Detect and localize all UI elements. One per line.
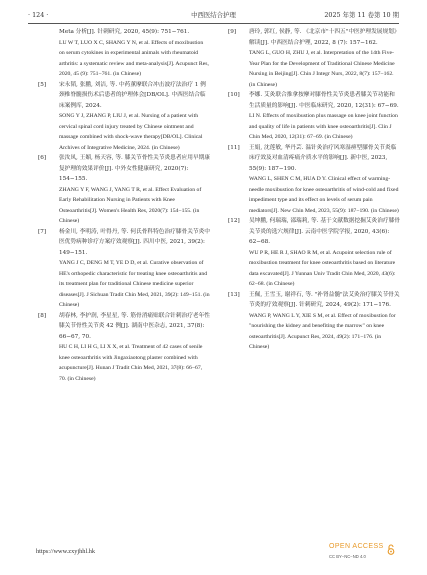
open-access-badge — [329, 543, 395, 563]
reference-number: [12] — [228, 218, 240, 224]
open-access-label: OPEN ACCESS — [329, 543, 384, 550]
reference-english: LI N. Effects of moxibustion plus massage on knee joint function and quality of life in patients with knee osteoarthritis[J]. Clin J Chin Med, 2020, 12(31): 67−69. (in Chinese) — [249, 113, 398, 140]
page-footer — [28, 543, 399, 563]
references-right-column — [228, 27, 400, 353]
reference-entry — [38, 153, 210, 227]
references-left-column — [38, 27, 210, 384]
journal-url-link[interactable]: https://www.zxyjhhl.hk — [36, 548, 96, 555]
journal-title: 中西医结合护理 — [191, 11, 236, 19]
reference-entry — [38, 227, 210, 311]
reference-number: [10] — [228, 92, 240, 98]
reference-chinese: 胡春林, 李护润, 李星星, 等. 筋骨消痛贴联合针刺治疗老年性膝关节骨性关节炎 42 例[J]. 湖南中医杂志, 2021, 37(8): 66−67, 70. — [59, 312, 210, 340]
reference-chinese: 李娜. 艾灸联合推拿按摩对膝骨性关节炎患者膝关节功能和生活质量的影响[J]. 中医临床研究, 2020, 12(31): 67−69. — [249, 92, 399, 109]
reference-entry — [228, 90, 400, 143]
reference-chinese: 张汝凤, 王媚, 杨天容, 等. 膝关节骨性关节炎患者应用早期康复护理的效果评价[J]. 中外女性健康研究, 2020(7): 154−155. — [59, 155, 210, 182]
license-label: CC BY−NC−ND 4.0 — [329, 554, 366, 559]
reference-english: WU P R, HE R J, SHAO R M, et al. Acupoint selection rule of moxibustion treatment for knee osteoarthritis based on literature data excavated[J]. J Yunnan Univ Tradit Chin Med, 2020, 43(6): 62−68. (in Chinese) — [249, 249, 396, 287]
reference-chinese: 宋永韬, 张鹏, 刘洁, 等. 中药薰摩联合冲击波疗法治疗 1 例颈椎脊髓损伤术后患者的护理体会[DB/OL]. 中西医结合临床案例库, 2024. — [59, 81, 206, 109]
reference-number: [9] — [228, 29, 237, 35]
reference-english: LU W T, LUO X C, SHANG Y N, et al. Effects of moxibustion on serum cytokines in experimental animals with rheumatoid arthritis: a systematic review and meta-analysis[J]. Acupunct Res, 2020, 45 (9): 751−761. (in Chinese) — [59, 39, 209, 77]
reference-english: WANG L, SHEN C M, HUA D Y. Clinical effect of warming-needle moxibustion for knee osteoarthritis of wind-cold and fixed impediment type and its effect on levels of serum pain mediators[J]. New Chin Med, 2023, 55(9): 187−190. (in Chinese) — [249, 176, 399, 214]
header-rule — [28, 23, 399, 24]
reference-chinese: 王佩, 王雪玉, 谢祥石, 等. "补肾益髓"法艾灸治疗膝关节骨关节炎的疗效观察[J]. 针刺研究, 2024, 49(2): 171−176. — [249, 291, 400, 308]
reference-chinese: 王娟, 沈莲敏, 华丹芸. 温针灸治疗风寒湿痹型膝骨关节炎临床疗效及对血清疼痛介质水平的影响[J]. 新中医, 2023, 55(9): 187−190. — [249, 144, 397, 172]
reference-number: [6] — [38, 155, 47, 161]
reference-chinese: 杨金川, 李明涛, 叶得丹, 等. 何氏骨科特色治疗膝骨关节炎中医优势病种诊疗方案疗效观察[J]. 四川中医, 2021, 39(2): 149−151. — [59, 228, 210, 256]
reference-entry — [228, 290, 400, 353]
reference-number: [13] — [228, 291, 240, 298]
reference-chinese: 唐玲, 郭红, 侯静, 等. 《北京市"十四五"中医护理发展规划》解读[J]. 中西医结合护理, 2022, 8 (7): 157−162. — [249, 29, 400, 46]
reference-entry — [228, 143, 400, 217]
reference-entry — [38, 311, 210, 385]
reference-english: HU C H, LI H G, LI X X, et al. Treatment of 42 cases of senile knee osteoarthritis with Jingaxiaotong plaster combined with acupuncture[J]. Hunan J Tradit Chin Med, 2021, 37(8): 66−67, 70. (in Chinese) — [59, 344, 203, 382]
issue-info: 2025 年第 11 卷第 10 期 — [324, 11, 399, 19]
open-access-lock-icon — [387, 544, 395, 555]
reference-entry — [38, 80, 210, 154]
reference-number: [11] — [228, 144, 240, 151]
reference-english: YANG J C, DENG M T, YE D D, et al. Curative observation of HE's orthopedic characteristic for treating knee osteoarthritis and its treatment plan for traditional Chinese medicine superior diseases[J]. J Sichuan Tradit Chin Med, 2021, 39(2): 149−151. (in Chinese) — [59, 260, 210, 308]
reference-entry — [228, 27, 400, 90]
reference-number: [5] — [38, 81, 47, 88]
reference-english: TANG L, GUO H, ZHU J, et al. Interpretation of the 14th Five-Year Plan for the Development of Traditional Chinese Medicine Nursing in Beijing[J]. Chin J Integr Nurs, 2022, 8(7): 157−162. (in Chinese) — [249, 50, 395, 88]
running-header — [28, 6, 399, 24]
page-number: · 124 · — [28, 11, 49, 19]
reference-english: ZHANG Y F, WANG J, YANG T R, et al. Effect Evaluation of Early Rehabilitation Nursing in Patients with Knee Osteoarthritis[J]. Women's Health Res, 2020(7): 154−155. (in Chinese) — [59, 186, 202, 224]
reference-number: [7] — [38, 228, 47, 235]
reference-chinese: 吴坤鹏, 何瑞瑞, 邵瑞莉, 等. 基于文献数据挖掘艾灸治疗膝骨关节炎的选穴规律[J]. 云南中医学院学报, 2020, 43(6): 62−68. — [249, 218, 400, 245]
reference-entry — [38, 27, 210, 80]
reference-entry — [228, 216, 400, 290]
reference-english: SONG Y J, ZHANG P, LIU J, et al. Nursing of a patient with cervical spinal cord injury treated by Chinese ointment and massage combined with shock-wave therapy[DB/OL]. Clinical Archives of Integrative Medicine, 2024. (in Chinese) — [59, 113, 203, 151]
reference-chinese: Meta 分析[J]. 针刺研究, 2020, 45(9): 751−761. — [59, 29, 190, 35]
reference-number: [8] — [38, 312, 47, 319]
reference-english: WANG P, WANG L Y, XIE S M, et al. Effect of moxibustion for "nourishing the kidney and benefiting the marrow" on knee osteoarthritis[J]. Acupunct Res, 2024, 49(2): 171−176. (in Chinese) — [249, 312, 396, 350]
